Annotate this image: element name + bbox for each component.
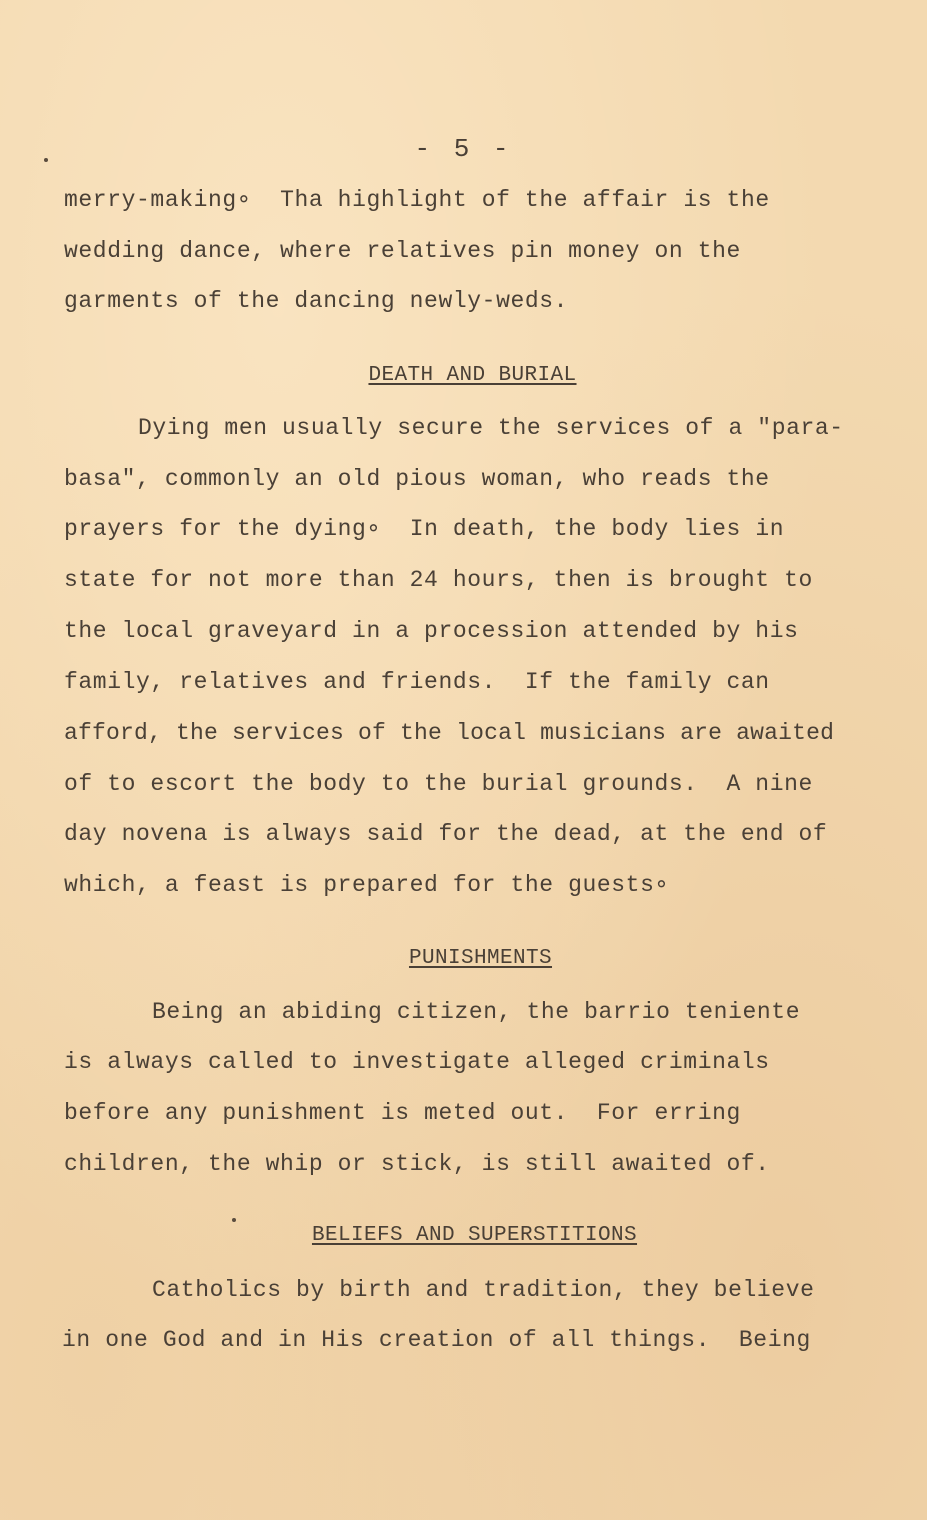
body-line: prayers for the dying∘ In death, the body lies in: [64, 516, 785, 542]
body-line: children, the whip or stick, is still awaited of.: [64, 1151, 770, 1177]
body-line: of to escort the body to the burial grounds. A nine: [64, 771, 813, 797]
body-line: Dying men usually secure the services of a "para-: [138, 415, 844, 441]
page-number: - 5 -: [414, 134, 513, 164]
body-line: garments of the dancing newly-weds.: [64, 288, 569, 314]
body-line: day novena is always said for the dead, at the end of: [64, 821, 828, 847]
body-line: the local graveyard in a procession attended by his: [64, 618, 799, 644]
body-line: in one God and in His creation of all things. Being: [62, 1327, 811, 1353]
body-line: wedding dance, where relatives pin money on the: [64, 238, 741, 264]
body-line: Catholics by birth and tradition, they believe: [152, 1277, 815, 1303]
body-line: Being an abiding citizen, the barrio teniente: [152, 999, 801, 1025]
section-heading-death-and-burial: DEATH AND BURIAL: [368, 364, 577, 387]
body-line: which, a feast is prepared for the guests∘: [64, 872, 669, 898]
body-line: basa", commonly an old pious woman, who reads the: [64, 466, 770, 492]
body-line: afford, the services of the local musicians are awaited: [64, 720, 835, 746]
body-line: family, relatives and friends. If the family can: [64, 669, 770, 695]
speck: [232, 1218, 236, 1222]
body-line: is always called to investigate alleged criminals: [64, 1049, 770, 1075]
body-line: merry-making∘ Tha highlight of the affair is the: [64, 187, 770, 213]
section-heading-beliefs-and-superstitions: BELIEFS AND SUPERSTITIONS: [311, 1224, 638, 1247]
body-line: before any punishment is meted out. For erring: [64, 1100, 741, 1126]
section-heading-punishments: PUNISHMENTS: [408, 947, 553, 970]
body-line: state for not more than 24 hours, then is brought to: [64, 567, 813, 593]
